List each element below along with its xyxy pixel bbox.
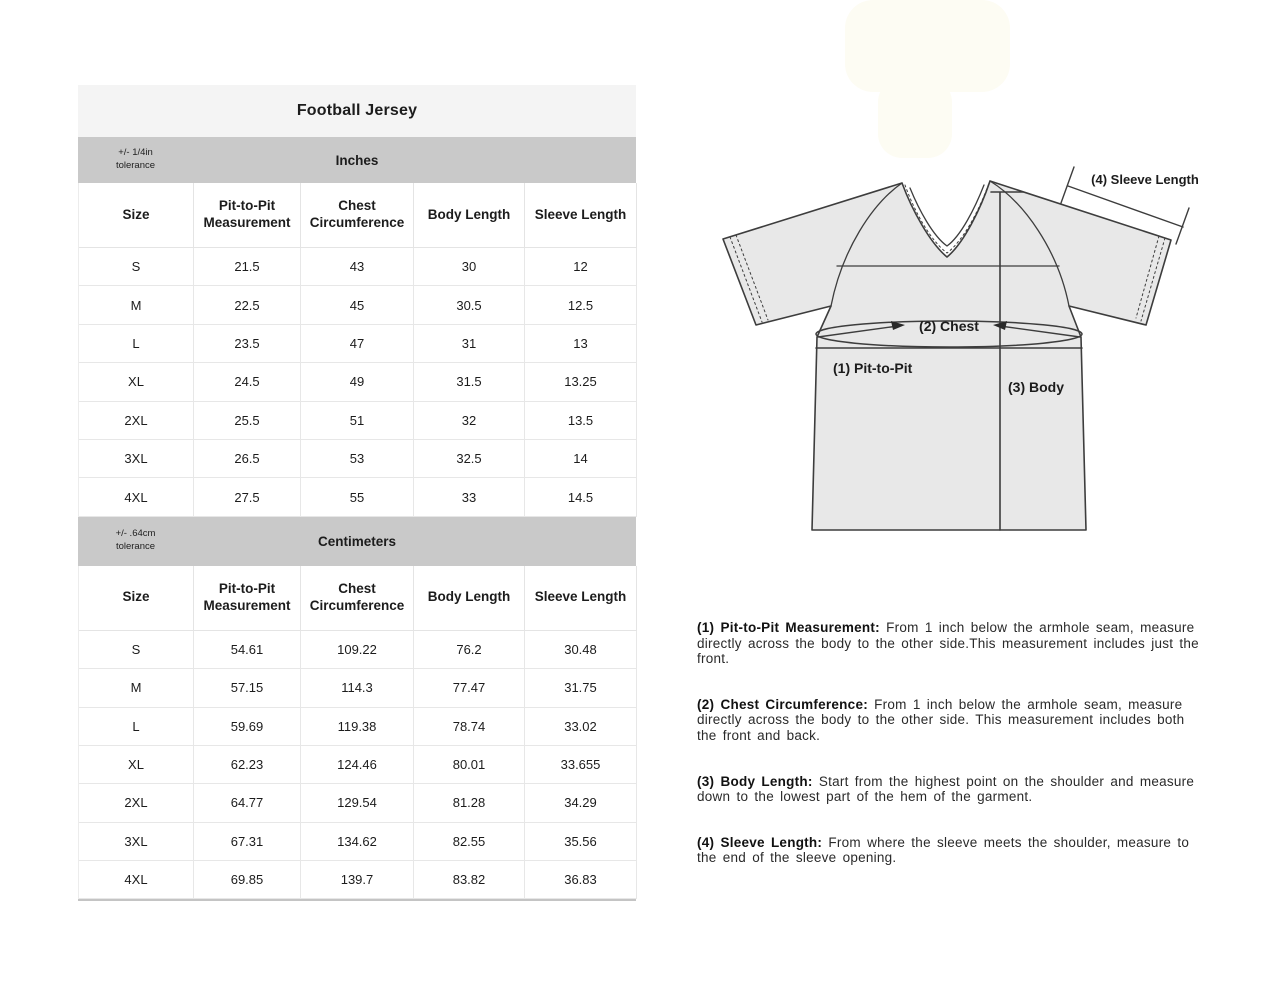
value-cell: 67.31 [194, 823, 301, 861]
header-cell: Sleeve Length [525, 183, 637, 248]
table-row [78, 286, 636, 324]
size-cell: S [79, 248, 194, 286]
value-cell: 51 [301, 402, 414, 440]
value-cell: 69.85 [194, 861, 301, 899]
inches-section [78, 137, 636, 517]
size-cell: M [79, 286, 194, 324]
value-cell: 32 [414, 402, 525, 440]
table-row [78, 325, 636, 363]
value-cell: 33.655 [525, 746, 637, 784]
value-cell: 33.02 [525, 708, 637, 746]
value-cell: 54.61 [194, 631, 301, 669]
note-label: (2) Chest Circumference: [697, 696, 868, 712]
unit-label-centimeters: Centimeters [317, 533, 397, 549]
value-cell: 21.5 [194, 248, 301, 286]
size-cell: 2XL [79, 784, 194, 822]
table-row [78, 402, 636, 440]
value-cell: 77.47 [414, 669, 525, 707]
note [697, 697, 1199, 744]
value-cell: 129.54 [301, 784, 414, 822]
value-cell: 32.5 [414, 440, 525, 478]
value-cell: 139.7 [301, 861, 414, 899]
measurement-notes [697, 620, 1199, 896]
value-cell: 33 [414, 478, 525, 516]
value-cell: 81.28 [414, 784, 525, 822]
tolerance-line1: +/- 1/4in [118, 147, 153, 159]
value-cell: 24.5 [194, 363, 301, 401]
note-label: (1) Pit-to-Pit Measurement: [697, 620, 880, 635]
value-cell: 83.82 [414, 861, 525, 899]
jersey-diagram [690, 140, 1210, 570]
table-body [78, 631, 636, 900]
size-cell: S [79, 631, 194, 669]
size-cell: 2XL [79, 402, 194, 440]
value-cell: 76.2 [414, 631, 525, 669]
header-cell: Size [79, 566, 194, 631]
value-cell: 31.75 [525, 669, 637, 707]
value-cell: 27.5 [194, 478, 301, 516]
header-cell: Size [79, 183, 194, 248]
size-cell: 4XL [79, 861, 194, 899]
size-cell: L [79, 325, 194, 363]
table-row [78, 248, 636, 286]
chart-title: Football Jersey [78, 85, 636, 137]
value-cell: 25.5 [194, 402, 301, 440]
value-cell: 13 [525, 325, 637, 363]
value-cell: 57.15 [194, 669, 301, 707]
inches-band [78, 137, 636, 183]
value-cell: 49 [301, 363, 414, 401]
value-cell: 26.5 [194, 440, 301, 478]
note [697, 835, 1199, 866]
size-chart-table [78, 85, 636, 901]
note-text: From 1 inch below the armhole seam, measure directly across the body to the other side.This measurement includes just the front. [697, 620, 1199, 667]
size-cell: XL [79, 746, 194, 784]
size-cell: 4XL [79, 478, 194, 516]
size-cell: 3XL [79, 440, 194, 478]
table-row [78, 823, 636, 861]
table-row [78, 478, 636, 516]
table-row [78, 363, 636, 401]
size-cell: M [79, 669, 194, 707]
header-cell: Body Length [414, 566, 525, 631]
size-cell: 3XL [79, 823, 194, 861]
value-cell: 119.38 [301, 708, 414, 746]
value-cell: 62.23 [194, 746, 301, 784]
value-cell: 30.5 [414, 286, 525, 324]
value-cell: 36.83 [525, 861, 637, 899]
value-cell: 80.01 [414, 746, 525, 784]
header-row [78, 566, 636, 631]
value-cell: 13.25 [525, 363, 637, 401]
note-text: From where the sleeve meets the shoulder, measure to the end of the sleeve opening. [697, 834, 1190, 866]
header-cell: Body Length [414, 183, 525, 248]
value-cell: 14 [525, 440, 637, 478]
value-cell: 59.69 [194, 708, 301, 746]
value-cell: 12.5 [525, 286, 637, 324]
value-cell: 55 [301, 478, 414, 516]
header-cell: Pit-to-Pit Measurement [194, 566, 301, 631]
tolerance-line1: +/- .64cm [115, 528, 156, 540]
value-cell: 64.77 [194, 784, 301, 822]
note-label: (4) Sleeve Length: [697, 834, 823, 850]
value-cell: 12 [525, 248, 637, 286]
header-cell: Pit-to-Pit Measurement [194, 183, 301, 248]
centimeters-section [78, 517, 636, 900]
unit-label-inches: Inches [335, 152, 379, 168]
value-cell: 124.46 [301, 746, 414, 784]
table-row [78, 631, 636, 669]
value-cell: 35.56 [525, 823, 637, 861]
table-row [78, 669, 636, 707]
value-cell: 45 [301, 286, 414, 324]
value-cell: 47 [301, 325, 414, 363]
note-label: (3) Body Length: [697, 773, 813, 789]
table-row [78, 784, 636, 822]
tolerance-line2: tolerance [115, 160, 156, 171]
table-row [78, 861, 636, 899]
note [697, 620, 1199, 667]
value-cell: 43 [301, 248, 414, 286]
header-row [78, 183, 636, 248]
value-cell: 31.5 [414, 363, 525, 401]
centimeters-band [78, 517, 636, 566]
value-cell: 31 [414, 325, 525, 363]
value-cell: 53 [301, 440, 414, 478]
table-row [78, 708, 636, 746]
note-text: From 1 inch below the armhole seam, measure directly across the body to the other side. This measurement includes both the front and back. [697, 696, 1185, 743]
pit-to-pit-label: (1) Pit-to-Pit [833, 360, 913, 376]
table-row [78, 440, 636, 478]
tolerance-line2: tolerance [115, 541, 156, 553]
body-label: (3) Body [1008, 379, 1064, 395]
value-cell: 114.3 [301, 669, 414, 707]
note [697, 774, 1199, 805]
header-cell: Chest Circumference [301, 566, 414, 631]
value-cell: 14.5 [525, 478, 637, 516]
note-text: Start from the highest point on the shoulder and measure down to the lowest part of the hem of the garment. [697, 773, 1195, 805]
size-cell: L [79, 708, 194, 746]
value-cell: 30 [414, 248, 525, 286]
header-cell: Sleeve Length [525, 566, 637, 631]
value-cell: 23.5 [194, 325, 301, 363]
sleeve-length-label: (4) Sleeve Length [1091, 172, 1199, 187]
value-cell: 22.5 [194, 286, 301, 324]
value-cell: 82.55 [414, 823, 525, 861]
chest-label: (2) Chest [919, 318, 979, 334]
value-cell: 78.74 [414, 708, 525, 746]
size-cell: XL [79, 363, 194, 401]
value-cell: 13.5 [525, 402, 637, 440]
header-cell: Chest Circumference [301, 183, 414, 248]
table-row [78, 746, 636, 784]
value-cell: 34.29 [525, 784, 637, 822]
table-body [78, 248, 636, 517]
value-cell: 30.48 [525, 631, 637, 669]
jersey-outline [723, 181, 1171, 530]
value-cell: 134.62 [301, 823, 414, 861]
value-cell: 109.22 [301, 631, 414, 669]
